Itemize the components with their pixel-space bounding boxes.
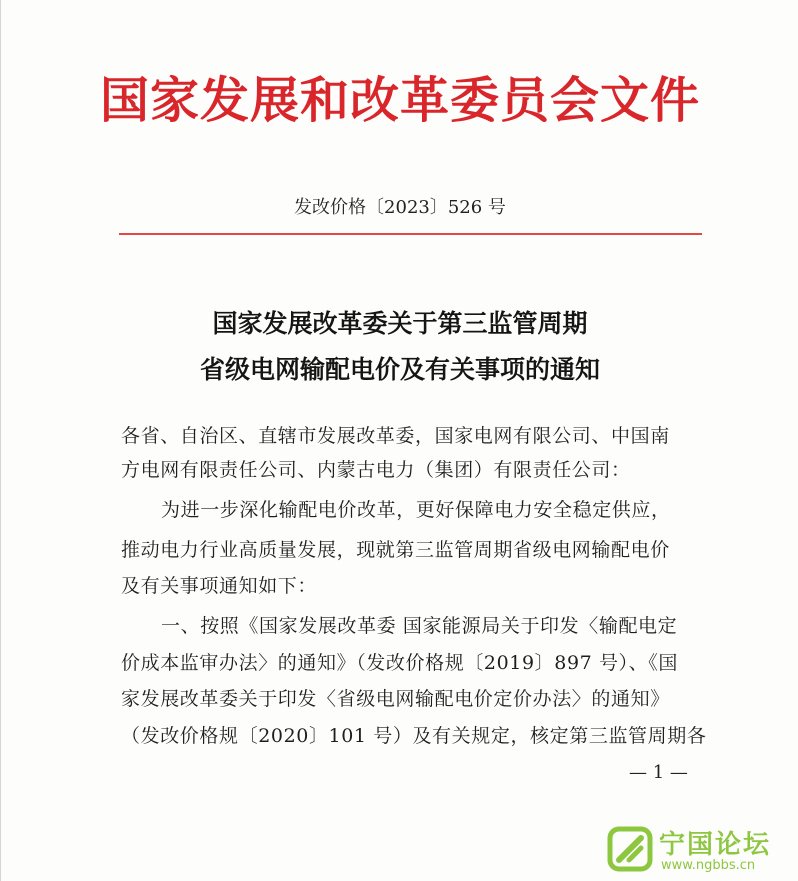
- watermark-forum-url: www.ngbbs.cn: [661, 858, 756, 873]
- watermark-forum-name: 宁国论坛: [659, 830, 772, 860]
- paragraph-1-line-2: 推动电力行业高质量发展，现就第三监管周期省级电网输配电价: [121, 539, 670, 561]
- red-divider-rule: [119, 233, 702, 235]
- addressee-line-1: 各省、自治区、直辖市发展改革委，国家电网有限公司、中国南: [121, 425, 670, 447]
- ningguo-logo-icon: [607, 826, 653, 872]
- paragraph-2-line-1: 一、按照《国家发展改革委 国家能源局关于印发〈输配电定: [161, 615, 678, 637]
- paragraph-2-line-2: 价成本监审办法〉的通知》（发改价格规〔2019〕897 号）、《国: [121, 652, 678, 674]
- document-masthead: 国家发展和改革委员会文件: [99, 72, 700, 129]
- paragraph-1-line-3: 及有关事项通知如下：: [121, 575, 318, 597]
- paragraph-2-line-4: （发改价格规〔2020〕101 号）及有关规定，核定第三监管周期各: [121, 725, 707, 747]
- notice-title-line-1: 国家发展改革委关于第三监管周期: [212, 309, 588, 338]
- notice-title-line-2: 省级电网输配电价及有关事项的通知: [199, 355, 600, 384]
- paragraph-1-line-1: 为进一步深化输配电价改革，更好保障电力安全稳定供应，: [161, 499, 671, 521]
- document-number: 发改价格〔2023〕526 号: [294, 197, 506, 218]
- paragraph-2-line-3: 家发展改革委关于印发〈省级电网输配电价定价办法〉的通知》: [121, 688, 670, 710]
- forum-watermark: [607, 822, 797, 878]
- page-number: — 1 —: [629, 762, 688, 783]
- addressee-line-2: 方电网有限责任公司、内蒙古电力（集团）有限责任公司：: [121, 459, 631, 481]
